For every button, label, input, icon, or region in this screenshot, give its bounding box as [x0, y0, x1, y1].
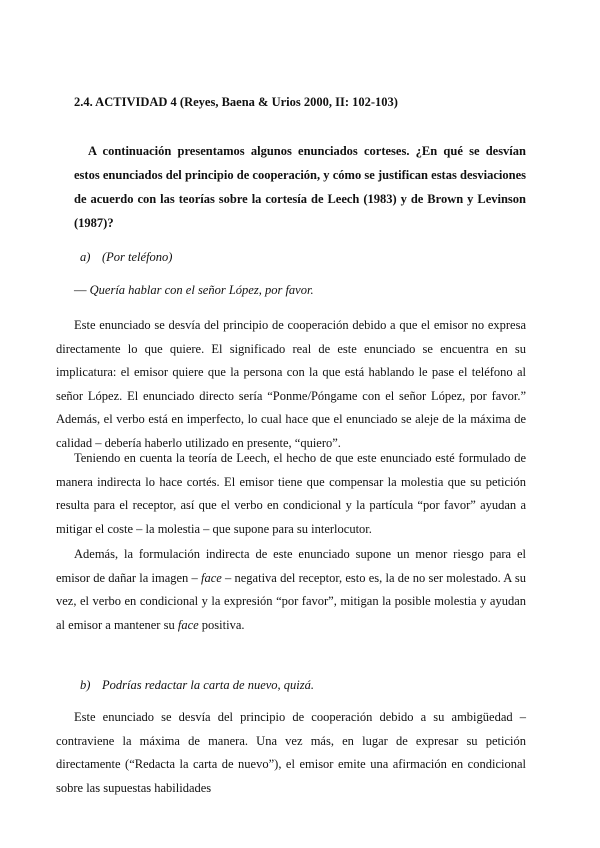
- item-a-letter: a): [80, 250, 91, 264]
- paragraph-3-part-1: Además, la formulación indirecta de este enunciado supone un menor riesgo para el emisor de dañar la imagen –: [56, 547, 526, 585]
- paragraph-4: Este enunciado se desvía del principio de cooperación debido a su ambigüedad – contraviene la máxima de manera. Una vez más, en lugar de expresar su petición directamente (“Redacta la carta de nuevo”), el emisor emite una afirmación en condicional sobre las supuestas habilidades: [56, 710, 526, 795]
- face-term-2: face: [177, 617, 199, 632]
- paragraph-3-part-3: positiva.: [198, 617, 245, 632]
- example-a-quote: Quería hablar con el señor López, por favor.: [89, 283, 314, 297]
- item-b-label: [80, 677, 314, 693]
- example-a-dash: —: [74, 283, 90, 297]
- face-term-1: face: [200, 570, 222, 585]
- section-heading: 2.4. ACTIVIDAD 4 (Reyes, Baena & Urios 2000, II: 102-103): [74, 95, 398, 109]
- item-a-label: [80, 249, 172, 265]
- paragraph-3: [56, 543, 526, 637]
- activity-instructions: A continuación presentamos algunos enunciados corteses. ¿En qué se desvían estos enunciados del principio de cooperación, y cómo se justifican estas desviaciones de acuerdo con las teorías sobre la cortesía de Leech (1983) y de Brown y Levinson (1987)?: [74, 144, 526, 230]
- paragraph-3-part-2: – negativa del receptor, esto es, la de no ser molestado. A su vez, el verbo en condicional y la expresión “por favor”, mitigan la posible molestia y ayudan al emisor a mantener su: [56, 570, 526, 632]
- paragraph-1: Este enunciado se desvía del principio de cooperación debido a que el emisor no expresa directamente lo que quiere. El significado real de este enunciado se encuentra en su implicatura: el emisor quiere que la persona con la que está hablando le pase el teléfono al señor López. El enunciado directo sería “Ponme/Póngame con el señor López, por favor.” Además, el verbo está en imperfecto, lo cual hace que el enunciado se aleje de la máxima de calidad – debería haberlo utilizado en presente, “quiero”.: [56, 318, 526, 450]
- item-b-example: Podrías redactar la carta de nuevo, quizá.: [102, 678, 315, 692]
- item-b-letter: b): [80, 678, 91, 692]
- example-a: [74, 282, 314, 298]
- item-a-context: (Por teléfono): [102, 250, 173, 264]
- paragraph-2: Teniendo en cuenta la teoría de Leech, el hecho de que este enunciado esté formulado de manera indirecta lo hace cortés. El emisor tiene que compensar la molestia que su petición resulta para el receptor, así que el verbo en condicional y la partícula “por favor” ayudan a mitigar el coste – la molestia – que supone para su interlocutor.: [56, 451, 526, 536]
